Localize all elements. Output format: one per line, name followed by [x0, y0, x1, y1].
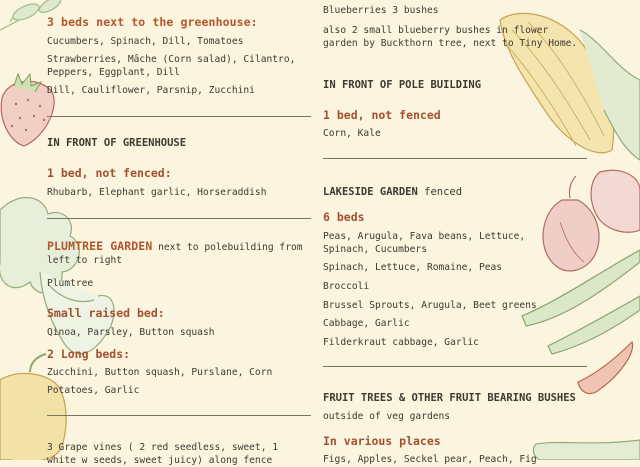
plumtree-heading: PLUMTREE GARDEN: [47, 239, 153, 253]
lakeside-subheading: 6 beds: [323, 210, 365, 224]
beds-next-line-1: Cucumbers, Spinach, Dill, Tomatoes: [47, 36, 244, 47]
front-greenhouse-subheading: 1 bed, not fenced:: [47, 166, 172, 180]
pole-building-heading: IN FRONT OF POLE BUILDING: [323, 79, 482, 91]
long-beds-heading: 2 Long beds:: [47, 347, 131, 361]
lakeside-line-2: Spinach, Lettuce, Romaine, Peas: [323, 262, 503, 273]
lakeside-line-3: Broccoli: [323, 281, 370, 292]
divider: [323, 366, 587, 367]
divider: [323, 158, 587, 159]
pole-building-subheading: 1 bed, not fenced: [323, 108, 441, 122]
lakeside-line-1: Peas, Arugula, Fava beans, Lettuce, Spinach, Cucumbers: [323, 231, 526, 255]
blueberries-line: Blueberries 3 bushes: [323, 5, 439, 16]
lakeside-heading: LAKESIDE GARDEN: [323, 186, 418, 198]
fruit-note: outside of veg gardens: [323, 411, 451, 422]
front-greenhouse-line: Rhubarb, Elephant garlic, Horseraddish: [47, 187, 267, 198]
plumtree-heading-block: [47, 240, 309, 267]
grape-vines-line: 3 Grape vines ( 2 red seedless, sweet, 1 white w seeds, sweet juicy) along fence: [47, 442, 279, 466]
lakeside-line-5: Cabbage, Garlic: [323, 318, 410, 329]
small-raised-bed-line: Qinoa, Parsley, Button squash: [47, 327, 215, 338]
beds-next-line-3: Dill, Cauliflower, Parsnip, Zucchini: [47, 85, 255, 96]
long-beds-line-1: Zucchini, Button squash, Purslane, Corn: [47, 367, 273, 378]
small-raised-bed-heading: Small raised bed:: [47, 306, 165, 320]
lakeside-line-6: Filderkraut cabbage, Garlic: [323, 337, 479, 348]
plumtree-line: Plumtree: [47, 278, 94, 289]
fruit-heading: FRUIT TREES & OTHER FRUIT BEARING BUSHES: [323, 392, 576, 404]
divider: [47, 415, 311, 416]
beds-next-line-2: Strawberries, Mâche (Corn salad), Cilantro, Peppers, Eggplant, Dill: [47, 54, 296, 78]
lakeside-heading-block: [323, 180, 588, 199]
divider: [47, 218, 311, 219]
fruit-heading-block: [323, 388, 585, 424]
blueberries-note: also 2 small blueberry bushes in flower garden by Buckthorn tree, next to Tiny Home.: [323, 25, 578, 49]
front-greenhouse-heading: IN FRONT OF GREENHOUSE: [47, 137, 187, 149]
lakeside-line-4: Brussel Sprouts, Arugula, Beet greens: [323, 300, 537, 311]
pole-building-line: Corn, Kale: [323, 128, 381, 139]
beds-next-greenhouse-heading: 3 beds next to the greenhouse:: [47, 15, 258, 29]
divider: [47, 116, 311, 117]
various-places-line: Figs, Apples, Seckel pear, Peach, Fig: [323, 454, 537, 465]
various-places-heading: In various places: [323, 434, 441, 448]
long-beds-line-2: Potatoes, Garlic: [47, 385, 140, 396]
lakeside-note: fenced: [417, 186, 463, 198]
plumtree-note: next to polebuilding from left to right: [47, 242, 303, 266]
